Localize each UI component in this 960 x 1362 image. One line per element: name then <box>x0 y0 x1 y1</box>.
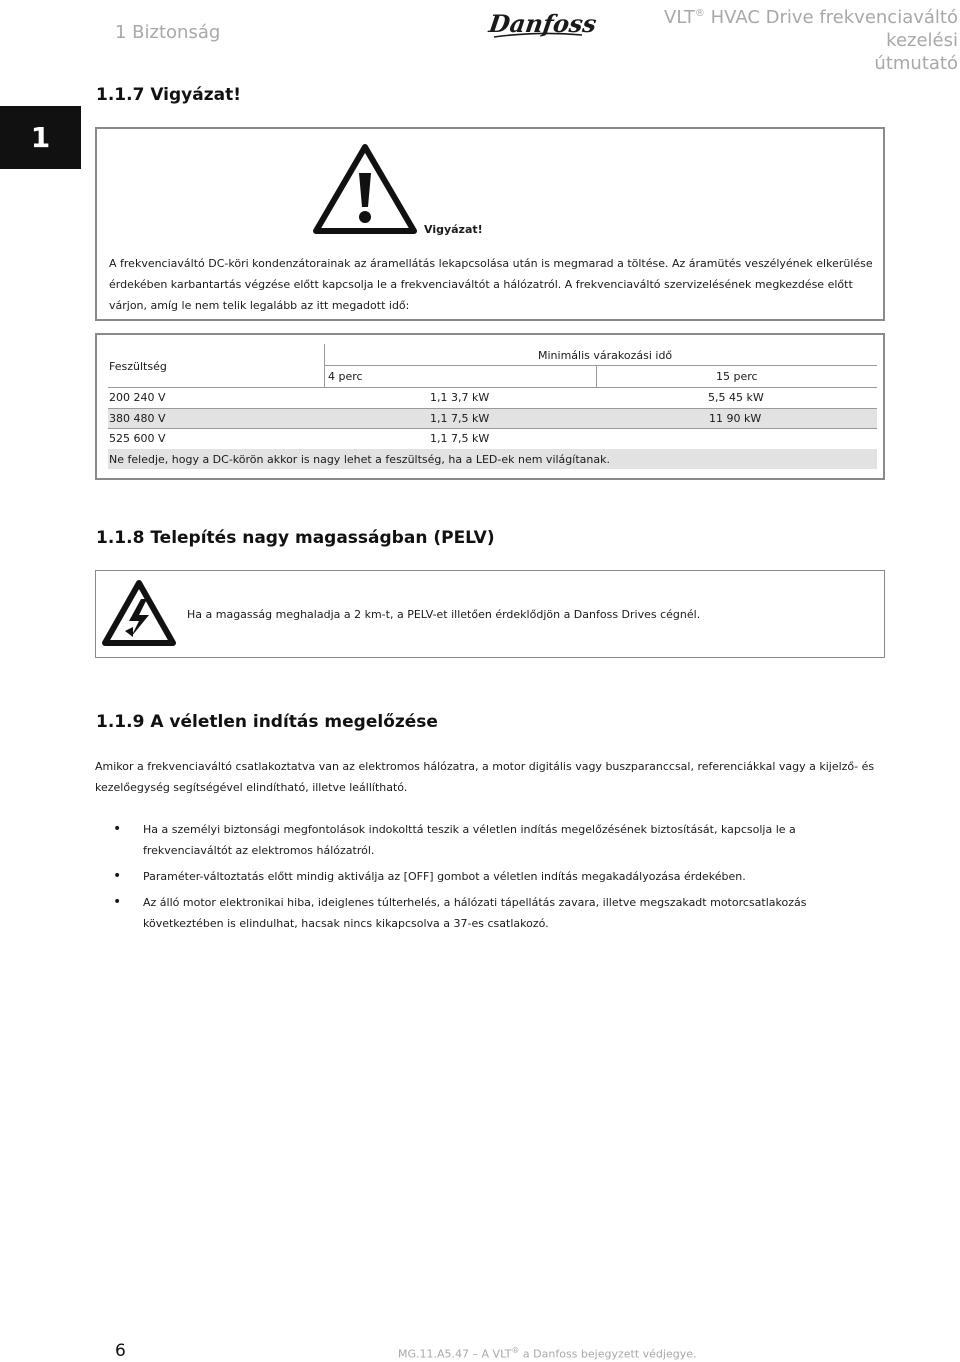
footer-trademark-text: a Danfoss bejegyzett védjegye. <box>522 1347 697 1361</box>
table-header-voltage: Feszültség <box>109 360 167 373</box>
header-title-line2: útmutató <box>874 53 958 74</box>
table-cell: 5,5 45 kW <box>708 391 764 404</box>
intro-paragraph: Amikor a frekvenciaváltó csatlakoztatva van az elektromos hálózatra, a motor digitális vagy buszparanccsal, referenciákkal vagy a kijelző- és kezelőegység segítségével elindítható, illetve leállítható. <box>95 760 875 794</box>
danfoss-logo <box>487 4 599 42</box>
table-cell: 200 240 V <box>109 391 166 404</box>
warning-text: A frekvenciaváltó DC-köri kondenzátorainak az áramellátás lekapcsolása után is megmarad a töltése. Az áramütés veszélyének elkerülése érdekében karbantartás végzése előtt kapcsolja le a frekvenciaváltót a hálózatról. A frekvenciaváltó szervizelésének megkezdése előtt várjon, amíg le nem telik legalább az itt megadott idő: <box>109 257 873 312</box>
page-number: 6 <box>115 1341 126 1361</box>
footer-registered-mark: ® <box>511 1346 520 1355</box>
bullet-icon: • <box>113 894 122 910</box>
footer-brand: A VLT <box>481 1347 512 1361</box>
table-header-wait-time: Minimális várakozási idő <box>538 349 673 362</box>
footer-trademark <box>398 1346 696 1361</box>
chapter-tab: 1 <box>0 106 81 169</box>
warning-triangle-icon <box>312 143 418 235</box>
table-subheader-4min: 4 perc <box>328 370 363 383</box>
high-voltage-icon <box>101 579 177 647</box>
table-cell: 1,1 7,5 kW <box>430 412 490 425</box>
warning-label: Vigyázat! <box>424 223 483 236</box>
table-cell: 11 90 kW <box>709 412 762 425</box>
warning-box <box>95 127 885 321</box>
header-title-rest: HVAC Drive frekvenciaváltó kezelési <box>710 7 958 51</box>
running-header-section: 1 Biztonság <box>115 22 221 43</box>
pelv-note-text: Ha a magasság meghaladja a 2 km-t, a PELV-et illetően érdeklődjön a Danfoss Drives cégnél. <box>187 608 701 621</box>
header-registered-mark: ® <box>694 8 705 19</box>
svg-text:Danfoss: Danfoss <box>487 9 599 38</box>
heading-1-1-9: 1.1.9 A véletlen indítás megelőzése <box>96 712 438 732</box>
wait-time-table <box>95 333 885 480</box>
list-item: Ha a személyi biztonsági megfontolások indokolttá teszik a véletlen indítás megelőzésének biztosítását, kapcsolja le a frekvenciaváltót az elektromos hálózatról. <box>143 823 796 857</box>
running-header-title <box>588 2 958 75</box>
table-subheader-15min: 15 perc <box>716 370 758 383</box>
footer-code: MG.11.A5.47 <box>398 1347 470 1361</box>
footer-dash: – <box>472 1347 479 1361</box>
bullet-icon: • <box>113 868 122 884</box>
list-item: Paraméter-változtatás előtt mindig aktiválja az [OFF] gombot a véletlen indítás megakadályozása érdekében. <box>143 870 746 883</box>
heading-1-1-8: 1.1.8 Telepítés nagy magasságban (PELV) <box>96 528 495 548</box>
table-cell: 1,1 7,5 kW <box>430 432 490 445</box>
table-cell: 380 480 V <box>109 412 166 425</box>
table-cell: 525 600 V <box>109 432 166 445</box>
table-cell: 1,1 3,7 kW <box>430 391 490 404</box>
pelv-note-box <box>95 570 885 658</box>
list-item: Az álló motor elektronikai hiba, ideiglenes túlterhelés, a hálózati tápellátás zavara, illetve megszakadt motorcsatlakozás következtében is elindulhat, hacsak nincs kikapcsolva a 37-es csatlakozó. <box>143 896 807 930</box>
header-title-prefix: VLT <box>664 7 695 28</box>
table-note: Ne feledje, hogy a DC-körön akkor is nagy lehet a feszültség, ha a LED-ek nem világítanak. <box>109 453 610 466</box>
bullet-icon: • <box>113 821 122 837</box>
heading-1-1-7: 1.1.7 Vigyázat! <box>96 85 241 105</box>
